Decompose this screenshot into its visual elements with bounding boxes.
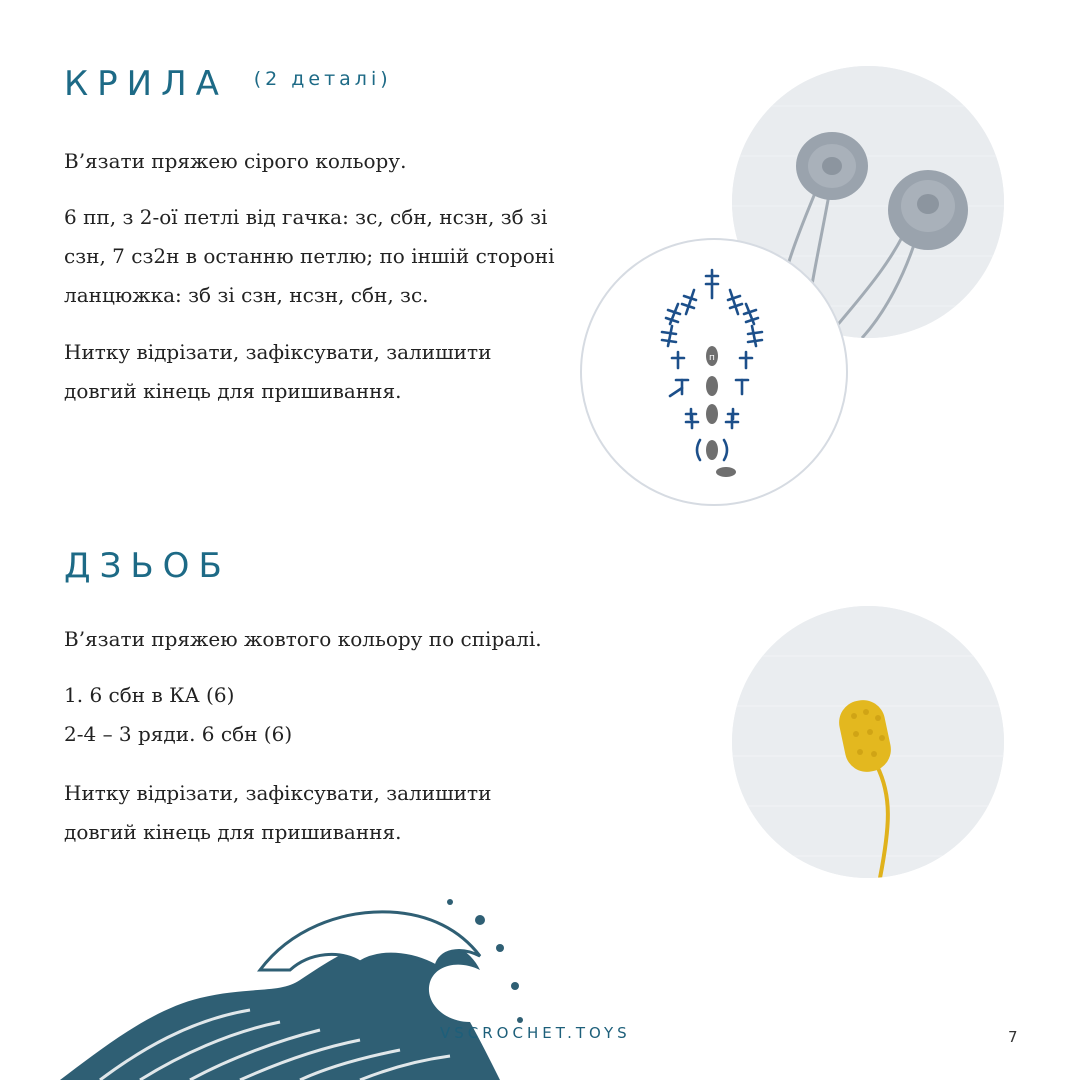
beak-title-text: ДЗЬОБ bbox=[64, 546, 231, 586]
wings-crochet-diagram bbox=[580, 238, 848, 506]
page-number: 7 bbox=[1008, 1028, 1018, 1046]
wings-instructions-line-2: сзн, 7 сз2н в останню петлю; по іншій стороні bbox=[64, 244, 555, 268]
beak-title bbox=[64, 546, 231, 586]
beak-row-1: 1. 6 сбн в КА (6) bbox=[64, 683, 235, 707]
wings-subtitle: (2 деталі) bbox=[253, 68, 392, 90]
beak-intro: В’язати пряжею жовтого кольору по спіралі. bbox=[64, 627, 542, 651]
wings-finish-line-2: довгий кінець для пришивання. bbox=[64, 379, 402, 403]
beak-finish-line-2: довгий кінець для пришивання. bbox=[64, 820, 402, 844]
beak-finish-line-1: Нитку відрізати, зафіксувати, залишити bbox=[64, 781, 492, 805]
wings-title bbox=[64, 64, 392, 104]
beak-finish bbox=[64, 774, 491, 852]
wings-intro: В’язати пряжею сірого кольору. bbox=[64, 149, 407, 173]
beak-photo bbox=[732, 606, 1004, 878]
wings-finish bbox=[64, 333, 491, 411]
beak-rows bbox=[64, 676, 292, 754]
wave-illustration bbox=[60, 890, 540, 1084]
wings-finish-line-1: Нитку відрізати, зафіксувати, залишити bbox=[64, 340, 492, 364]
wings-title-text: КРИЛА bbox=[64, 64, 228, 104]
brand-name: VSCROCHET.TOYS bbox=[440, 1024, 631, 1042]
wings-instructions-line-1: 6 пп, з 2-ої петлі від гачка: зс, сбн, нсзн, зб зі bbox=[64, 205, 548, 229]
wings-instructions bbox=[64, 198, 555, 315]
wings-instructions-line-3: ланцюжка: зб зі сзн, нсзн, сбн, зс. bbox=[64, 283, 429, 307]
beak-row-2: 2-4 – 3 ряди. 6 сбн (6) bbox=[64, 722, 293, 746]
diagram-stitch-label: п bbox=[709, 353, 715, 363]
